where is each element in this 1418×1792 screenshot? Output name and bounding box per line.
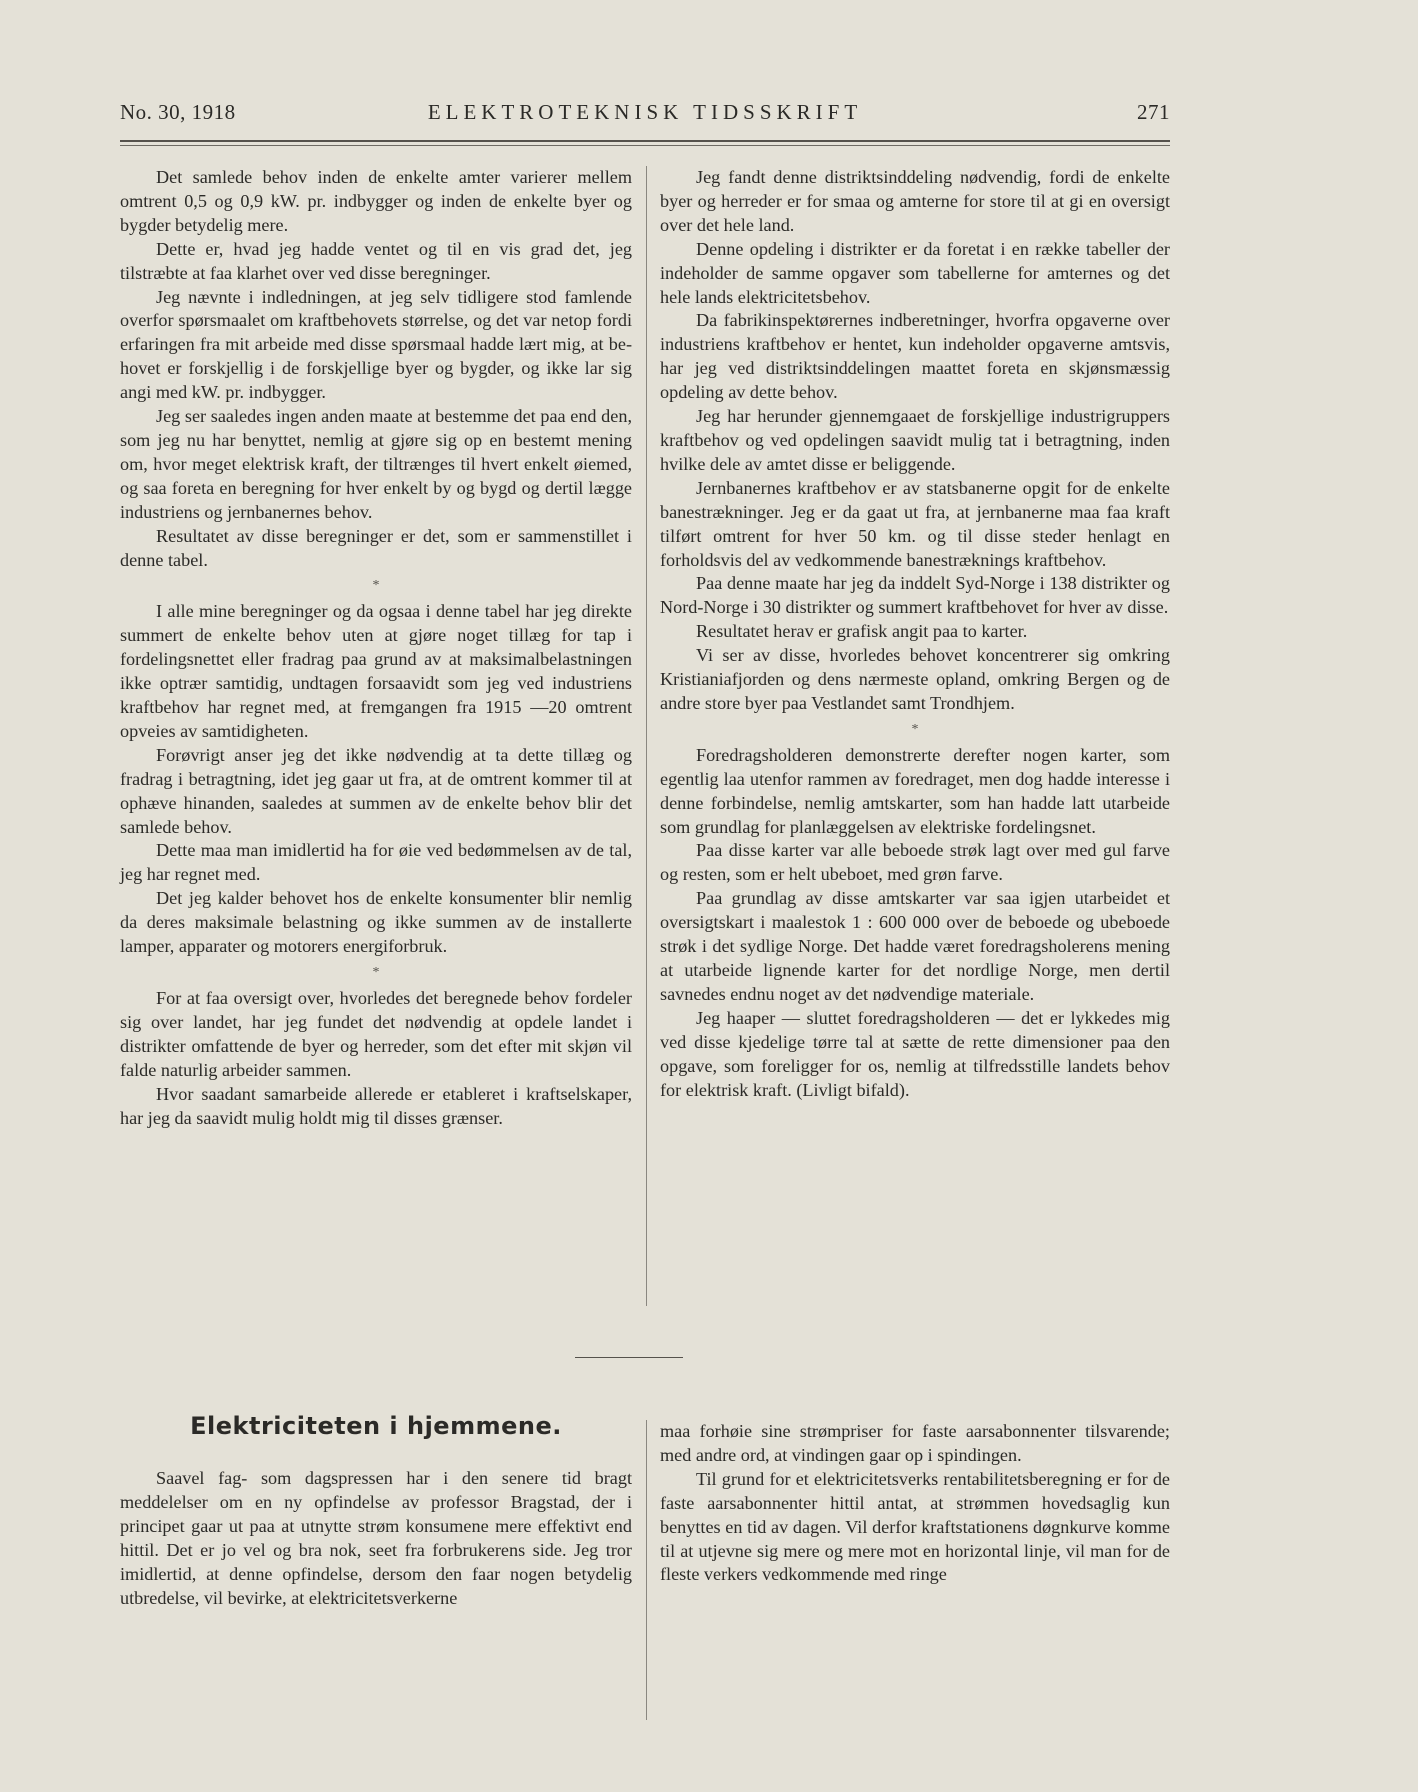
paragraph: Jeg har herunder gjennemgaaet de forskjellige industrigruppers kraftbehov og ved opdelingen saavidt mulig tat i betragtning, inden hvilke dele av amtet disse er beliggende. [660, 406, 1170, 474]
section-separator: * [911, 721, 919, 737]
header-rule [120, 140, 1170, 142]
paragraph: Dette maa man imidlertid ha for øie ved bedømmelsen av de tal, jeg har regnet med. [120, 840, 632, 885]
paragraph: Jeg ser saaledes ingen anden maate at bestemme det paa end den, som jeg nu har benyttet, nemlig at gjøre sig op en bestemt mening om, hvor meget elektrisk kraft, der tiltrænges til hvert enkelt øiemed, og saa foreta en beregning for hver enkelt by og bygd og dertil lægge industriens og jernbanernes behov. [120, 406, 632, 522]
paragraph: I alle mine beregninger og da ogsaa i denne tabel har jeg direkte summert de enkelte behov uten at gjøre noget tillæg for tap i fordelingsnettet eller fradrag paa grund av at maksimalbelastningen ikke optrær samtidig, undtagen forsaavidt som jeg ved industriens kraftbehov har regnet med, at fremgangen fra 1915 —20 omtrent opveies av samtidigheten. [120, 601, 632, 741]
paragraph: Jernbanernes kraftbehov er av statsbanerne opgit for de enkelte banestrækninger. Jeg er da gaat ut fra, at jernbanerne maa faa kraft tilført omtrent for hver 50 km. og til disse steder henlagt en forholdsvis del av vedkommende banestræknings kraftbehov. [660, 477, 1170, 570]
left-column [120, 166, 632, 1130]
paragraph: Da fabrikinspektørernes indberetninger, hvorfra opgaverne over industriens kraftbehov er hentet, kun indeholder opgaverne amtsvis, har jeg ved distriktsinddelingen maattet foreta en skjønsmæssig opdeling av dette behov. [660, 310, 1170, 403]
right-column [660, 166, 1170, 1102]
journal-title: ELEKTROTEKNISK TIDSSKRIFT [427, 100, 863, 124]
paragraph: Jeg nævnte i indledningen, at jeg selv tidligere stod famlende overfor spørsmaalet om kraftbehovets størrelse, og det var netop fordi erfaringen fra mit arbeide med disse spørsmaal hadde lært mig, at behovet er forskjellig i de forskjellige byer og bygder, og ikke lar sig angi med kW. pr. indbygger. [120, 286, 632, 403]
article-left-column [120, 1467, 632, 1610]
paragraph: Paa denne maate har jeg da inddelt Syd-Norge i 138 distrikter og Nord-Norge i 30 distrikter og summert kraftbehovet for hver av disse. [660, 573, 1170, 618]
paragraph: For at faa oversigt over, hvorledes det beregnede behov fordeler sig over landet, har jeg fundet det nødvendig at opdele landet i distrikter omfattende de byer og herreder, som det efter mit skjøn vil falde naturlig arbeider sammen. [120, 988, 632, 1080]
paragraph: Resultatet av disse beregninger er det, som er sammenstillet i denne tabel. [120, 525, 632, 570]
paragraph: Paa disse karter var alle beboede strøk lagt over med gul farve og resten, som er helt ubeboet, med grøn farve. [660, 840, 1170, 885]
paragraph: Det jeg kalder behovet hos de enkelte konsumenter blir nemlig da deres maksimale belastning og ikke summen av de installerte lamper, apparater og motorers energiforbruk. [120, 888, 632, 957]
article-separator-rule [575, 1357, 683, 1358]
header-rule-thin [120, 145, 1170, 146]
issue-number: No. 30, 1918 [120, 100, 236, 124]
paragraph: Dette er, hvad jeg hadde ventet og til en vis grad det, jeg tilstræbte at faa klarhet over ved disse beregninger. [120, 238, 632, 283]
section-separator: * [372, 578, 380, 594]
paragraph: maa forhøie sine strømpriser for faste aarsabonnenter tilsvarende; med andre ord, at vindingen gaar op i spindingen. [660, 1421, 1170, 1465]
paragraph: Saavel fag- som dagspressen har i den senere tid bragt meddelelser om en ny opfindelse av professor Bragstad, der i principet gaar ut paa at utnytte strøm konsumene mere effektivt end hittil. Det er jo vel og bra nok, seet fra forbrukerens side. Jeg tror imidlertid, at denne opfindelse, dersom den faar nogen betydelig utbredelse, vil bevirke, at elektricitetsverkerne [120, 1468, 632, 1608]
running-header [120, 96, 1170, 126]
column-divider [646, 166, 647, 1306]
paragraph: Forøvrigt anser jeg det ikke nødvendig at ta dette tillæg og fradrag i betragtning, idet jeg gaar ut fra, at de omtrent kommer til at ophæve hinanden, saaledes at summen av de enkelte behov blir det samlede behov. [120, 744, 632, 837]
section-separator: * [372, 965, 380, 980]
paragraph: Jeg fandt denne distriktsinddeling nødvendig, fordi de enkelte byer og herreder er for smaa og amterne for store til at gi en oversigt over det hele land. [660, 167, 1170, 235]
column-divider [646, 1420, 647, 1720]
paragraph: Foredragsholderen demonstrerte derefter nogen karter, som egentlig laa utenfor rammen av foredraget, men dog hadde interesse i denne forbindelse, nemlig amtskarter, som han hadde latt utarbeide som grundlag for planlæggelsen av elektriske fordelingsnet. [660, 744, 1170, 837]
paragraph: Jeg haaper — sluttet foredragsholderen — det er lykkedes mig ved disse kjedelige tørre tal at sætte de rette dimensioner paa den opgave, som foreligger for os, nemlig at tilfredsstille landets behov for elektrisk kraft. (Livligt bifald). [660, 1007, 1170, 1100]
paragraph: Det samlede behov inden de enkelte amter varierer mellem omtrent 0,5 og 0,9 kW. pr. indbygger og inden de enkelte byer og bygder betydelig mere. [120, 167, 632, 235]
paragraph: Resultatet herav er grafisk angit paa to karter. [696, 621, 1028, 642]
article-right-column [660, 1420, 1170, 1587]
paragraph: Denne opdeling i distrikter er da foretat i en række tabeller der indeholder de samme opgaver som tabellerne for amternes og det hele lands elektricitetsbehov. [660, 238, 1170, 307]
paragraph: Til grund for et elektricitetsverks rentabilitetsberegning er for de faste aarsabonnenter hittil antat, at strømmen hovedsaglig kun benyttes en tid av dagen. Vil derfor kraftstationens døgnkurve komme til at utjevne sig mere og mere mot en horizontal linje, vil man for de fleste verkers vedkommende med ringe [660, 1468, 1170, 1585]
paragraph: Paa grundlag av disse amtskarter var saa igjen utarbeidet et oversigtskart i maalestok 1 : 600 000 over de beboede og ubeboede strøk i det sydlige Norge. Det hadde været foredragsholerens mening at utarbeide lignende karter for det nordlige Norge, men dertil savnedes endnu noget av det nødvendige materiale. [660, 888, 1170, 1004]
paragraph: Vi ser av disse, hvorledes behovet koncentrerer sig omkring Kristianiafjorden og dens nærmeste opland, omkring Bergen og de andre store byer paa Vestlandet samt Trondhjem. [660, 645, 1170, 713]
page-number: 271 [1137, 100, 1170, 124]
paragraph: Hvor saadant samarbeide allerede er etableret i kraftselskaper, har jeg da saavidt mulig holdt mig til disses grænser. [120, 1083, 632, 1128]
article-title: Elektriciteten i hjemmene. [190, 1412, 562, 1440]
